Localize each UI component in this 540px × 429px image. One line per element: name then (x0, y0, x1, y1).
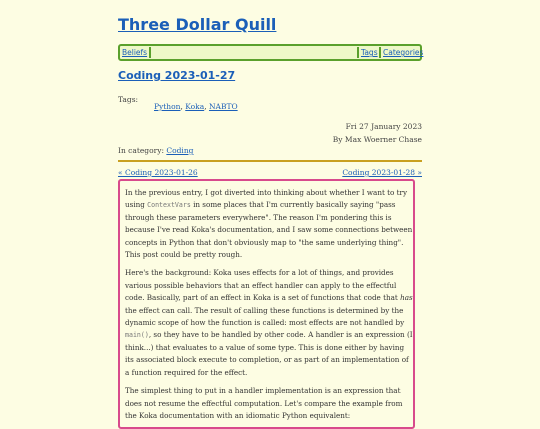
nav-link-beliefs[interactable]: Beliefs (122, 48, 148, 57)
prev-post-link[interactable]: « Coding 2023-01-26 (118, 168, 198, 177)
nav-link-categories[interactable]: Categories (383, 48, 424, 57)
site-title[interactable]: Three Dollar Quill (118, 15, 277, 34)
post-content (118, 179, 415, 429)
next-post-link[interactable]: Coding 2023-01-28 » (342, 168, 422, 177)
inline-code: main() (125, 331, 149, 340)
nav-link-tags[interactable]: Tags (361, 48, 378, 57)
post-date: Fri 27 January 2023 (345, 122, 422, 131)
post-author: By Max Woerner Chase (332, 135, 422, 144)
nav-bar (118, 44, 422, 61)
tag-separator: , (180, 102, 186, 111)
nav-separator (357, 47, 359, 58)
tags-label: Tags: (118, 95, 139, 104)
tag-link-python[interactable]: Python (154, 102, 181, 111)
search-input[interactable] (151, 47, 375, 58)
post-title[interactable]: Coding 2023-01-27 (118, 69, 236, 82)
nav-separator (379, 47, 381, 58)
category-label: In category: (118, 146, 164, 155)
paragraph: Here's the background: Koka uses effects for a lot of things, and provides various possible behaviors that an effect handler can apply to the effectful code. Basically, part of an effect in Koka is a set of functions that code that has the effect can call. The result of calling these functions is determined by the dynamic scope of how the function is called: most effects are not handled by main(), so they have to be handled by other code. A handler is an expression (I think...) that evaluates to a value of some type. This is done either by having its associated block execute to completion, or as part of an implementation of a function required for the effect. (125, 268, 413, 377)
divider (118, 160, 422, 162)
paragraph: The simplest thing to put in a handler implementation is an expression that does not resume the effectful computation. Let's compare the example from the Koka documentation with an idiomatic Python equivalent: (125, 386, 403, 420)
inline-code: ContextVars (147, 201, 191, 210)
category-line (118, 146, 193, 155)
paragraph: In the previous entry, I got diverted into thinking about whether I want to try using ContextVars in some places that I'm currently basically saying "pass through these parameters everywhere". The reason I'm pondering this is because I've read Koka's documentation, and I saw some connections between concepts in Python that don't obviously map to "the same underlying thing". This post could be pretty rough. (125, 188, 413, 260)
tag-list (154, 102, 238, 111)
emphasis: has (400, 293, 413, 303)
tag-separator: , (204, 102, 209, 111)
tag-link-koka[interactable]: Koka (185, 102, 205, 111)
category-link[interactable]: Coding (166, 146, 194, 155)
tag-link-nabto[interactable]: NABTO (208, 102, 238, 111)
